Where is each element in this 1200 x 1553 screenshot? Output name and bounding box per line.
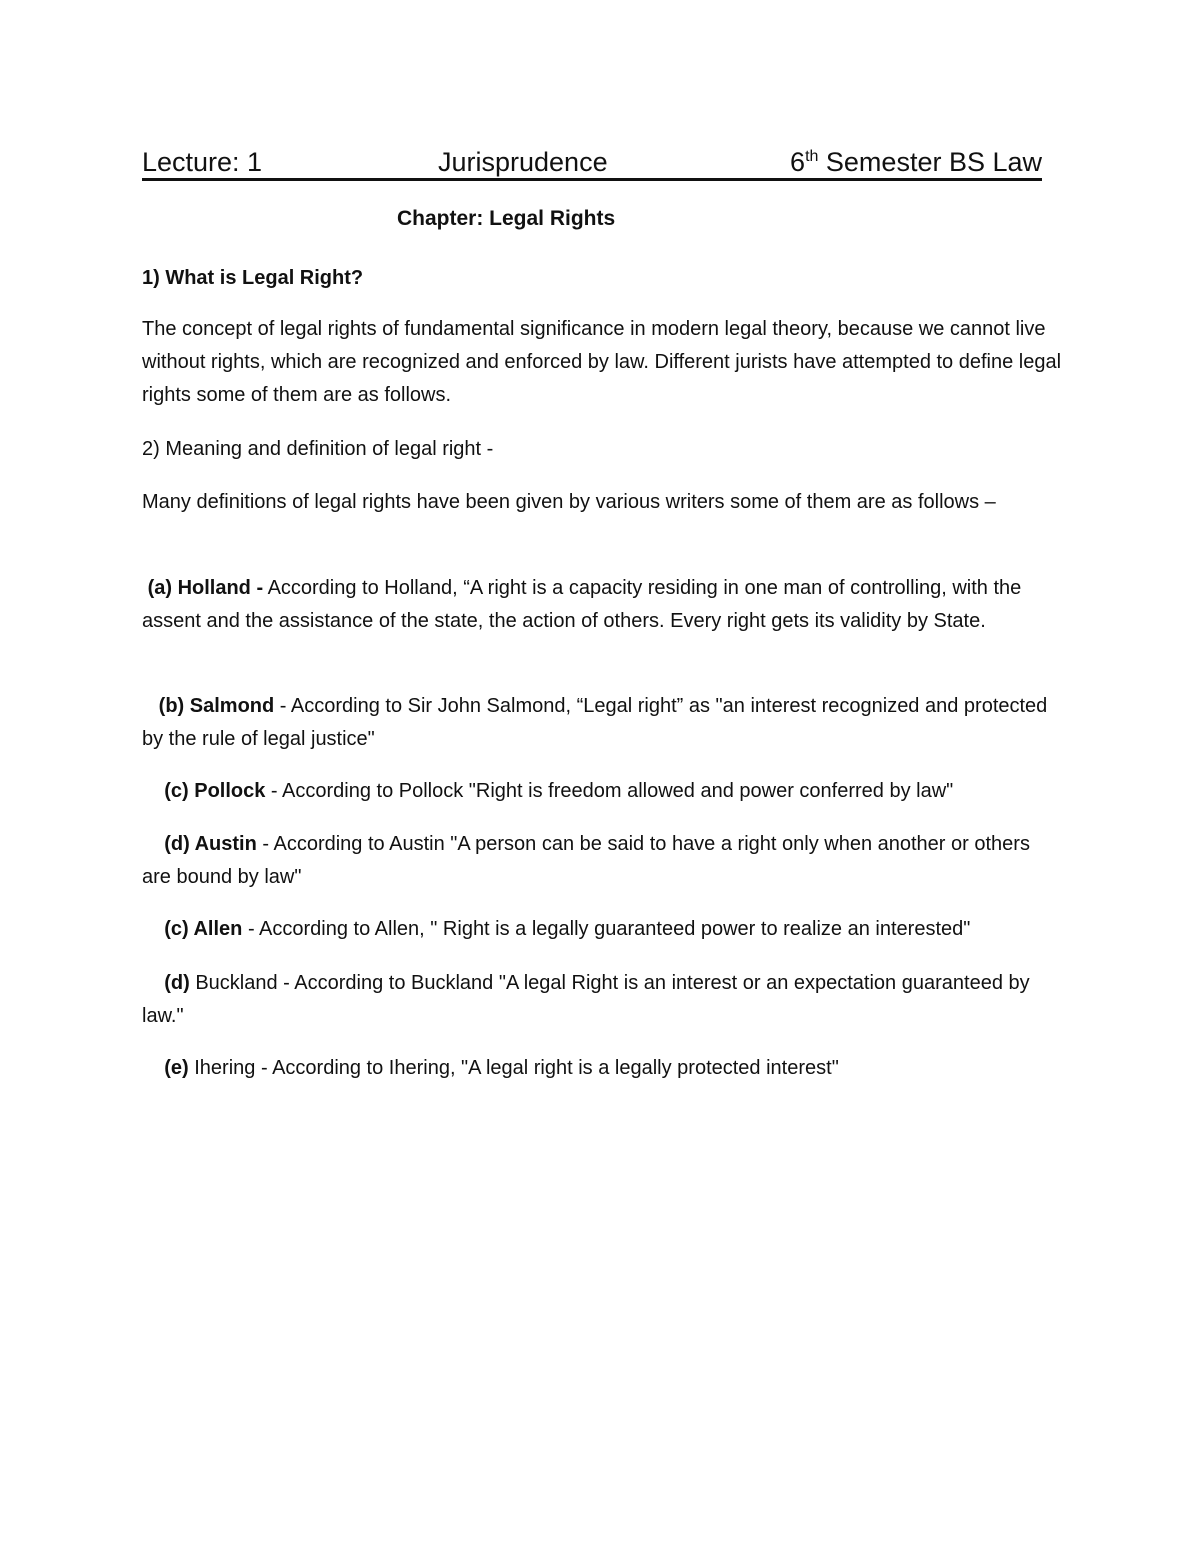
lecture-number: Lecture: 1: [142, 147, 263, 177]
definition-pollock: [142, 775, 1062, 808]
question-2-heading: 2) Meaning and definition of legal right -: [142, 438, 494, 460]
definition-term: (c) Pollock: [164, 780, 266, 802]
question-1-paragraph: The concept of legal rights of fundamental significance in modern legal theory, because we cannot live without rights, which are recognized and enforced by law. Different jurists have attempted to define legal rights some of them are as follows.: [142, 318, 1062, 406]
chapter-title: Chapter: Legal Rights: [397, 207, 616, 230]
subject-title: Jurisprudence: [438, 147, 608, 177]
definition-term: (d) Austin: [164, 833, 257, 855]
semester-ordinal-suffix: th: [805, 148, 819, 165]
definition-ihering: [142, 1052, 1062, 1085]
definition-text: According to Holland, “A right is a capacity residing in one man of controlling, with the assent and the assistance of the state, the action of others. Every right gets its validity by State.: [142, 577, 1022, 632]
definition-allen: [142, 913, 1062, 946]
question-1-heading: 1) What is Legal Right?: [142, 267, 364, 289]
semester-number: 6: [790, 147, 806, 177]
definition-text: Ihering - According to Ihering, "A legal right is a legally protected interest": [188, 1057, 839, 1079]
definition-text: Buckland - According to Buckland "A legal Right is an interest or an expectation guaranteed by law.": [142, 972, 1030, 1027]
question-2-intro: Many definitions of legal rights have been given by various writers some of them are as follows –: [142, 491, 996, 513]
definition-term: (e): [164, 1057, 189, 1079]
semester-rest: Semester BS Law: [818, 147, 1042, 177]
lecture-header: [142, 138, 1042, 181]
semester-label: [790, 142, 1042, 182]
definition-term: (a) Holland -: [147, 577, 264, 599]
definition-text: - According to Austin "A person can be said to have a right only when another or others are bound by law": [142, 833, 1030, 888]
definition-term: (b) Salmond: [158, 695, 275, 717]
definition-buckland: [142, 967, 1062, 1033]
definition-austin: [142, 828, 1062, 894]
definition-text: - According to Sir John Salmond, “Legal right” as "an interest recognized and protected by the rule of legal justice": [142, 695, 1048, 750]
definition-text: - According to Pollock "Right is freedom allowed and power conferred by law": [265, 780, 954, 802]
definition-text: - According to Allen, " Right is a legally guaranteed power to realize an interested": [242, 918, 971, 940]
definition-term: (c) Allen: [164, 918, 243, 940]
definition-term: (d): [164, 972, 190, 994]
definition-holland: [142, 572, 1062, 638]
definition-salmond: [142, 690, 1062, 756]
